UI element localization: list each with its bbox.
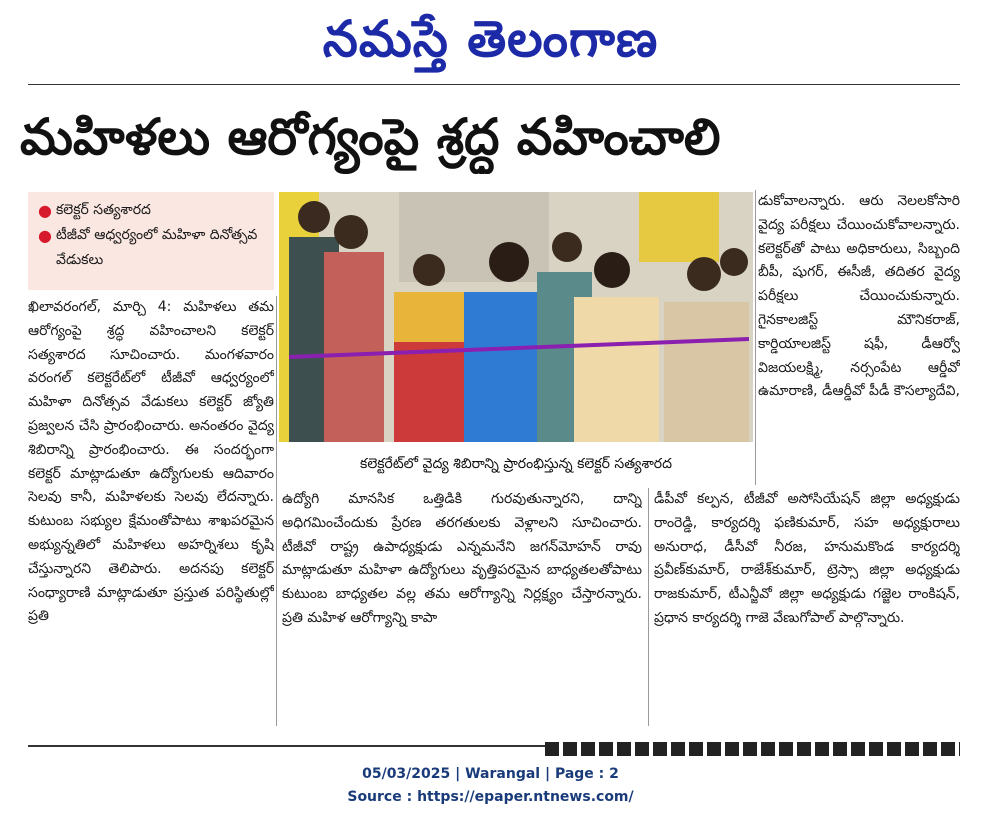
highlight-item [34,223,268,273]
event-photo-illustration [279,192,753,442]
column-divider [276,296,277,726]
article-headline: మహిళలు ఆరోగ్యంపై శ్రద్ధ వహించాలి [20,108,721,166]
bullet-icon: ● [38,201,52,220]
footer-dateline: 05/03/2025 | Warangal | Page : 2 [362,766,619,782]
highlight-item [34,198,268,223]
article-column-3-top: డుకోవాలన్నారు. ఆరు నెలలకోసారి వైద్య పరీక్షలు చేయించుకోవాలన్నారు. కలెక్టర్‌తో పాటు అధికారులు, సిబ్బంది బీపీ, షుగర్‌, ఈసీజీ, తదితర వైద్య పరీక్షలు చేయించుకున్నారు. గైనకాలజిస్ట్‌ మౌనికరాజ్‌, కార్డియాలజిస్ట్‌ షఫీ, డీఆర్వో విజయలక్ష్మి, నర్సంపేట ఆర్డీవో ఉమారాణి, డీఆర్డీవో పీడీ కౌసల్యాదేవి, [758,193,960,400]
column-divider [755,190,756,485]
article-column-2: ఉద్యోగి మానసిక ఒత్తిడికి గురవుతున్నారని, దాన్ని అధిగమించేందుకు ప్రేరణ తరగతులకు వెళ్లాలని సూచించారు. టీజీవో రాష్ట్ర ఉపాధ్యక్షుడు ఎన్నమనేని జగన్‌మోహన్‌ రావు మాట్లాడుతూ మహిళా ఉద్యోగులు వృత్తిపరమైన బాధ్యతలతోపాటు కుటుంబ బాధ్యతల వల్ల తమ ఆరోగ్యాన్ని నిర్లక్ష్యం చేస్తారన్నారు. ప్రతి మహిళ ఆరోగ్యాన్ని కాపా [282,491,642,626]
column-divider [648,488,649,726]
article-column-1: ఖిలావరంగల్‌, మార్చి 4: మహిళలు తమ ఆరోగ్యంపై శ్రద్ధ వహించాలని కలెక్టర్‌ సత్యశారద సూచించారు. మంగళవారం వరంగల్‌ కలెక్టరేట్‌లో టీజీవో ఆధ్వర్యంలో మహిళా దినోత్సవ వేడుకలు కలెక్టర్‌ జ్యోతి ప్రజ్వలన చేసి ప్రారంభించారు. అనంతరం వైద్య శిబిరాన్ని ప్రారంభించారు. ఈ సందర్భంగా కలెక్టర్‌ మాట్లాడుతూ ఉద్యోగులకు ఆదివారం సెలవు కానీ, మహిళలకు సెలవు లేదన్నారు. కుటుంబ సభ్యుల క్షేమంతోపాటు శాఖపరమైన అభ్యున్నతిలో మహిళలు అహర్నిశలు కృషి చేస్తున్నారని తెలిపారు. అదనపు కలెక్టర్‌ సంధ్యారాణి మాట్లాడుతూ ప్రస్తుత పరిస్థితుల్లో ప్రతి [28,299,274,625]
article-column-3-bottom: డీపీవో కల్పన, టీజీవో అసోసియేషన్‌ జిల్లా అధ్యక్షుడు రాంరెడ్డి, కార్యదర్శి ఫణికుమార్‌, సహ అధ్యక్షురాలు అనురాధ, డీసీవో నీరజ, హనుమకొండ కార్యదర్శి ప్రవీణ్‌కుమార్‌, రాజేశ్‌కుమార్‌, ట్రెస్సా జిల్లా అధ్యక్షుడు రాజకుమార్‌, టీఎన్జీవో జిల్లా అధ్యక్షుడు గజ్జెల రాంకిషన్‌, ప్రధాన కార్యదర్శి గాజె వేణుగోపాల్‌ పాల్గొన్నారు. [654,491,960,626]
photo-caption: కలెక్టరేట్‌లో వైద్య శిబిరాన్ని ప్రారంభిస్తున్న కలెక్టర్‌ సత్యశారద [360,456,672,472]
article-photo [279,192,753,442]
masthead-divider [28,84,960,85]
newspaper-masthead: నమస్తే తెలంగాణ [322,9,659,68]
highlights-box [28,192,274,290]
highlight-text: టీజీవో ఆధ్వర్యంలో మహిళా దినోత్సవ వేడుకలు [56,227,258,268]
bullet-icon: ● [38,226,52,245]
next-article-headline-fragment [545,742,960,756]
footer-source: Source : https://epaper.ntnews.com/ [347,789,634,805]
highlight-text: కలెక్టర్‌ సత్యశారద [56,202,151,218]
